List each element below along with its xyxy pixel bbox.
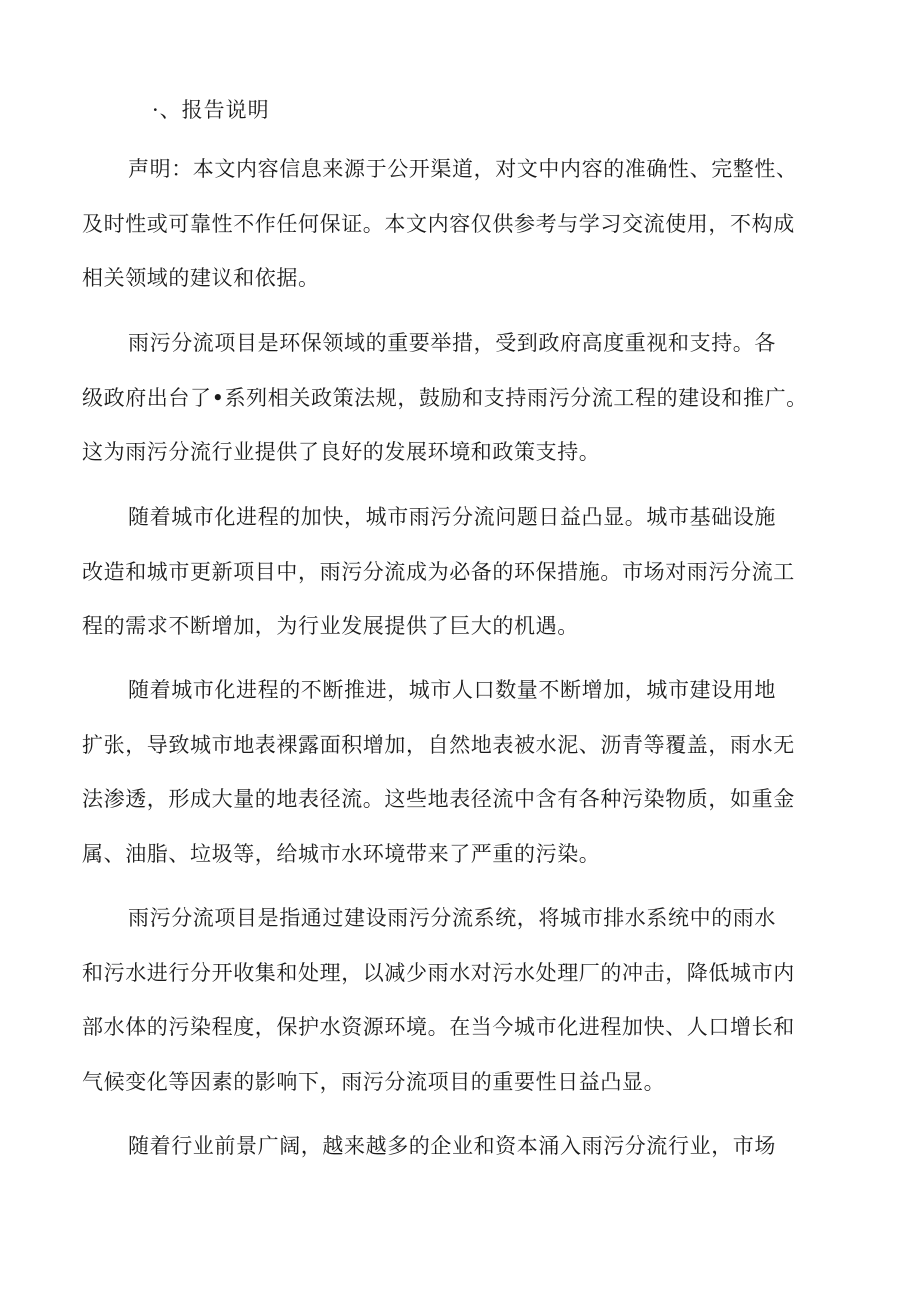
paragraph-1-line-1: 声明：本文内容信息来源于公开渠道，对文中内容的准确性、完整性、 (128, 157, 798, 181)
paragraph-3-line-3: 程的需求不断增加，为行业发展提供了巨大的机遇。 (82, 614, 579, 638)
paragraph-5-line-4: 气候变化等因素的影响下，雨污分流项目的重要性日益凸显。 (82, 1070, 666, 1094)
paragraph-1-line-2: 及时性或可靠性不作任何保证。本文内容仅供参考与学习交流使用，不构成 (82, 212, 795, 236)
paragraph-3-line-2: 改造和城市更新项目中，雨污分流成为必备的环保措施。市场对雨污分流工 (82, 560, 795, 584)
paragraph-5-line-2: 和污水进行分开收集和处理，以减少雨水对污水处理厂的冲击，降低城市内 (82, 961, 795, 985)
paragraph-4-line-1: 随着城市化进程的不断推进，城市人口数量不断增加，城市建设用地 (128, 678, 776, 702)
paragraph-4-line-4: 属、油脂、垃圾等，给城市水环境带来了严重的污染。 (82, 842, 601, 866)
paragraph-2-line-1: 雨污分流项目是环保领域的重要举措，受到政府高度重视和支持。各 (128, 331, 776, 355)
paragraph-2-line-2: 级政府出台了•系列相关政策法规，鼓励和支持雨污分流工程的建设和推广。 (82, 386, 808, 410)
section-heading: ·、报告说明 (152, 98, 270, 122)
paragraph-3-line-1: 随着城市化进程的加快，城市雨污分流问题日益凸显。城市基础设施 (128, 505, 776, 529)
paragraph-2-line-3: 这为雨污分流行业提供了良好的发展环境和政策支持。 (82, 440, 601, 464)
paragraph-5-line-3: 部水体的污染程度，保护水资源环境。在当今城市化进程加快、人口增长和 (82, 1015, 795, 1039)
paragraph-4-line-3: 法渗透，形成大量的地表径流。这些地表径流中含有各种污染物质，如重金 (82, 787, 795, 811)
paragraph-6-line-1: 随着行业前景广阔，越来越多的企业和资本涌入雨污分流行业，市场 (128, 1134, 776, 1158)
paragraph-4-line-2: 扩张，导致城市地表裸露面积增加，自然地表被水泥、沥青等覆盖，雨水无 (82, 733, 795, 757)
paragraph-1-line-3: 相关领域的建议和依据。 (82, 266, 320, 290)
paragraph-5-line-1: 雨污分流项目是指通过建设雨污分流系统，将城市排水系统中的雨水 (128, 906, 776, 930)
